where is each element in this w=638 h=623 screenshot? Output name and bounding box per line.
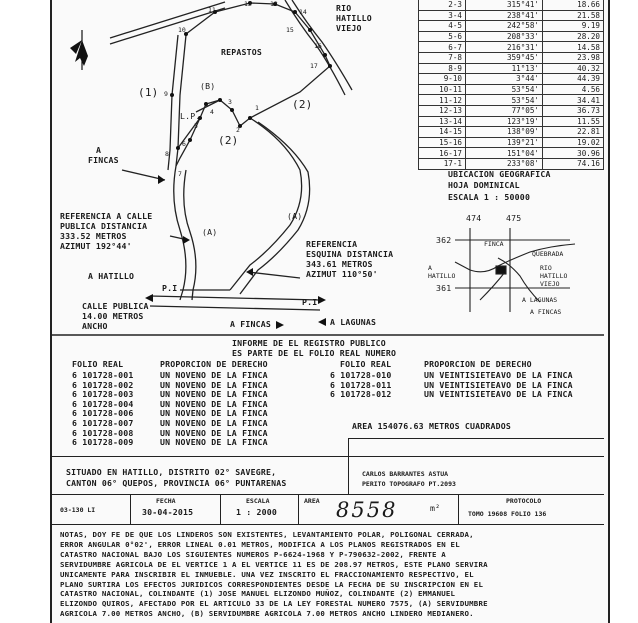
coord-azimuth: 139°21' — [466, 137, 543, 148]
situado-line-1: SITUADO EN HATILLO, DISTRITO 02° SAVEGRE, — [66, 467, 277, 477]
location-x2: 475 — [506, 213, 522, 223]
registry-folio: 6 101728-006 — [72, 408, 134, 419]
registry-folio: 6 101728-002 — [72, 379, 134, 390]
coord-segment: 7-8 — [419, 52, 466, 63]
note-line: SERVIDUMBRE AGRICOLA DE EL VERTICE 1 A EL VERTICE 11 ES DE 208.97 METROS, ESTE PLANO SERVIRA — [60, 559, 488, 569]
coord-segment: 2-3 — [419, 0, 466, 10]
coord-distance: 28.20 — [543, 31, 604, 42]
registry-list-left — [72, 370, 268, 448]
vertex-1: 1 — [255, 104, 259, 112]
coord-row — [419, 63, 604, 74]
coord-azimuth: 11°13' — [466, 63, 543, 74]
registry-list-right — [330, 370, 573, 400]
registry-folio: 6 101728-004 — [72, 398, 134, 409]
coord-row — [419, 95, 604, 106]
registry-proportion: UN VEINTISIETEAVO DE LA FINCA — [424, 389, 573, 400]
tb-fecha-label: FECHA — [156, 497, 176, 505]
location-finca: FINCA — [484, 240, 504, 248]
vertex-6: 6 — [182, 140, 186, 148]
coord-row — [419, 105, 604, 116]
registry-proportion: UN NOVENO DE LA FINCA — [160, 437, 268, 448]
registry-proportion: UN NOVENO DE LA FINCA — [160, 398, 268, 409]
coord-segment: 13-14 — [419, 116, 466, 127]
registry-folio: 6 101728-009 — [72, 437, 134, 448]
ref-esquina-1: REFERENCIA — [306, 239, 358, 249]
location-a-fincas: A FINCAS — [530, 308, 562, 316]
registry-proportion: UN NOVENO DE LA FINCA — [160, 370, 268, 380]
servidumbre-b-label: (B) — [200, 81, 216, 91]
coord-distance: 23.98 — [543, 52, 604, 63]
location-quebrada: QUEBRADA — [532, 250, 564, 258]
ref-esquina-2: ESQUINA DISTANCIA — [306, 249, 394, 259]
coord-distance: 19.02 — [543, 137, 604, 148]
a-fincas-top-1: A — [96, 145, 102, 155]
note-line: NOTAS, DOY FE DE QUE LOS LINDEROS SON EXISTENTES, LEVANTAMIENTO POLAR, POLIGONAL CERRADA, — [60, 530, 474, 539]
registry-entry — [72, 437, 268, 448]
vertex-4: 4 — [210, 108, 214, 116]
coord-segment: 9-10 — [419, 74, 466, 85]
ref-calle-4: AZIMUT 192°44' — [60, 241, 132, 251]
coord-row — [419, 158, 604, 169]
colindante-1-label: (1) — [138, 86, 159, 99]
coord-segment: 10-11 — [419, 84, 466, 95]
tb-protocolo-label: PROTOCOLO — [506, 497, 542, 505]
rio-label-1: RIO — [336, 3, 352, 13]
coord-azimuth: 216°31' — [466, 42, 543, 53]
coord-row — [419, 74, 604, 85]
coord-segment: 17-1 — [419, 158, 466, 169]
note-line: CATASTRO NACIONAL BAJO LOS SIGUIENTES NUMEROS P-6624-1968 Y P-790632-2002, FRENTE A — [60, 549, 446, 559]
location-a-lagunas: A LAGUNAS — [522, 296, 558, 304]
vertex-9: 9 — [164, 90, 168, 98]
location-y1: 362 — [436, 235, 452, 245]
tb-area-unit: m² — [430, 503, 441, 513]
registry-folio: 6 101728-001 — [72, 370, 134, 380]
servidumbre-a-label-right: (A) — [287, 211, 303, 221]
vertex-11: 11 — [208, 6, 216, 14]
location-a-hatillo-1: A — [428, 264, 432, 272]
registry-proportion: UN NOVENO DE LA FINCA — [160, 408, 268, 419]
coord-segment: 15-16 — [419, 137, 466, 148]
coord-row — [419, 116, 604, 127]
lp-label: L.P. — [180, 111, 201, 121]
coord-segment: 14-15 — [419, 127, 466, 138]
vertex-3: 3 — [228, 98, 232, 106]
surveyor-title: PERITO TOPOGRAFO PT.2093 — [362, 480, 456, 488]
coord-azimuth: 233°08' — [466, 158, 543, 169]
coord-segment: 16-17 — [419, 148, 466, 159]
coord-row — [419, 31, 604, 42]
tb-area-label: AREA — [304, 497, 320, 505]
coord-azimuth: 359°45' — [466, 52, 543, 63]
vertex-2: 2 — [236, 126, 240, 134]
coord-distance: 11.55 — [543, 116, 604, 127]
vertex-13: 13 — [270, 0, 278, 8]
registry-title-2: ES PARTE DE EL FOLIO REAL NUMERO — [232, 348, 397, 358]
pi-left-label: P.I — [162, 283, 178, 293]
coord-row — [419, 21, 604, 32]
coord-segment: 11-12 — [419, 95, 466, 106]
coord-segment: 6-7 — [419, 42, 466, 53]
vertex-14: 14 — [299, 8, 307, 16]
coord-azimuth: 53°54' — [466, 95, 543, 106]
coord-azimuth: 77°05' — [466, 105, 543, 116]
registry-entry — [330, 389, 573, 400]
servidumbre-a-label-left: (A) — [202, 227, 218, 237]
registry-col-folio-right: FOLIO REAL — [340, 359, 392, 369]
coord-azimuth: 242°58' — [466, 21, 543, 32]
coordinate-table — [418, 0, 604, 170]
registry-col-prop-right: PROPORCION DE DERECHO — [424, 359, 532, 369]
registry-proportion: UN NOVENO DE LA FINCA — [160, 417, 268, 428]
note-line: CATASTRO NACIONAL, COLINDANTE (1) JOSE MANUEL ELIZONDO MUÑOZ, COLINDANTE (2) EMMANUEL — [60, 589, 456, 599]
registry-proportion: UN VEINTISIETEAVO DE LA FINCA — [424, 379, 573, 390]
vertex-5: 5 — [194, 122, 198, 130]
location-rio-3: VIEJO — [540, 280, 560, 288]
registry-folio: 6 101728-010 — [330, 370, 392, 380]
ref-calle-1: REFERENCIA A CALLE — [60, 211, 153, 221]
vertex-12: 12 — [244, 0, 252, 8]
note-line: AGRICOLA 7.00 METROS ANCHO, (B) SERVIDUMBRE AGRICOLA 7.00 METROS ANCHO LINDERO MEDIANERO. — [60, 609, 474, 619]
vertex-17: 17 — [310, 62, 318, 70]
vertex-15: 15 — [286, 26, 294, 34]
tb-code: 03-130 LI — [60, 506, 96, 514]
vertex-16: 16 — [314, 42, 322, 50]
coord-azimuth: 208°33' — [466, 31, 543, 42]
location-title: UBICACION GEOGRAFICA — [448, 169, 551, 179]
coord-distance: 18.66 — [543, 0, 604, 10]
coord-row — [419, 84, 604, 95]
coord-azimuth: 238°41' — [466, 10, 543, 21]
vertex-8: 8 — [165, 150, 169, 158]
coord-row — [419, 42, 604, 53]
coord-distance: 74.16 — [543, 158, 604, 169]
situado-line-2: CANTON 06° QUEPOS, PROVINCIA 06° PUNTARENAS — [66, 478, 287, 488]
colindante-2-label-right: (2) — [292, 98, 313, 111]
registry-col-folio-left: FOLIO REAL — [72, 359, 124, 369]
coord-distance: 34.41 — [543, 95, 604, 106]
coord-distance: 44.39 — [543, 74, 604, 85]
pi-right-label: P.I — [302, 297, 318, 307]
coord-distance: 40.32 — [543, 63, 604, 74]
notes-block — [60, 530, 488, 619]
location-sheet: HOJA DOMINICAL — [448, 180, 520, 190]
coord-row — [419, 52, 604, 63]
registry-col-prop-left: PROPORCION DE DERECHO — [160, 359, 268, 369]
registry-folio: 6 101728-007 — [72, 417, 134, 428]
tb-escala-label: ESCALA — [246, 497, 270, 505]
calle-publica-3: ANCHO — [82, 321, 108, 331]
registry-area: AREA 154076.63 METROS CUADRADOS — [352, 421, 512, 431]
rio-label-3: VIEJO — [336, 23, 362, 33]
calle-publica-1: CALLE PUBLICA — [82, 301, 149, 311]
coord-row — [419, 148, 604, 159]
note-line: ELIZONDO QUIROS, AFECTADO POR EL ARTICULO 33 DE LA LEY FORESTAL NUMERO 7575, (A) SERVIDUMBRE — [60, 599, 488, 609]
note-line: UNICAMENTE PARA INSCRIBIR EL INMUEBLE. UNA VEZ INSCRITO EL FRACCIONAMIENTO RESPECTIVO, EL — [60, 569, 474, 579]
registry-proportion: UN NOVENO DE LA FINCA — [160, 427, 268, 438]
registry-proportion: UN NOVENO DE LA FINCA — [160, 389, 268, 400]
coord-distance: 21.58 — [543, 10, 604, 21]
surveyor-name: CARLOS BARRANTES ASTUA — [362, 470, 449, 478]
coord-row — [419, 10, 604, 21]
registry-folio: 6 101728-008 — [72, 427, 134, 438]
coord-distance: 30.96 — [543, 148, 604, 159]
location-y2: 361 — [436, 283, 452, 293]
rio-label-2: HATILLO — [336, 13, 372, 23]
coord-row — [419, 137, 604, 148]
coord-azimuth: 151°04' — [466, 148, 543, 159]
coord-segment: 5-6 — [419, 31, 466, 42]
location-scale: ESCALA 1 : 50000 — [448, 192, 531, 202]
coord-segment: 4-5 — [419, 21, 466, 32]
ref-esquina-4: AZIMUT 110°50' — [306, 269, 378, 279]
coord-distance: 14.58 — [543, 42, 604, 53]
location-rio-2: HATILLO — [540, 272, 568, 280]
coord-azimuth: 123°19' — [466, 116, 543, 127]
coord-row — [419, 0, 604, 10]
location-rio-1: RIO — [540, 264, 552, 272]
registry-proportion: UN VEINTISIETEAVO DE LA FINCA — [424, 370, 573, 380]
coord-segment: 8-9 — [419, 63, 466, 74]
coord-azimuth: 3°44' — [466, 74, 543, 85]
vertex-10: 10 — [178, 26, 186, 34]
a-lagunas-label: A LAGUNAS — [330, 317, 377, 327]
coord-azimuth: 315°41' — [466, 0, 543, 10]
registry-title-1: INFORME DE EL REGISTRO PUBLICO — [232, 338, 386, 348]
location-x1: 474 — [466, 213, 482, 223]
a-hatillo-label: A HATILLO — [88, 271, 135, 281]
calle-publica-2: 14.00 METROS — [82, 311, 144, 321]
note-line: PLANO SURTIRA LOS EFECTOS JURIDICOS CORRESPONDIENTES DESDE LA FECHA DE SU INSCRIPCION EN EL — [60, 579, 484, 589]
a-fincas-bottom-label: A FINCAS — [230, 319, 272, 329]
repastos-label: REPASTOS — [221, 47, 263, 57]
a-fincas-top-2: FINCAS — [88, 155, 119, 165]
north-arrow-icon — [70, 30, 88, 70]
coord-azimuth: 138°09' — [466, 127, 543, 138]
note-line: ERROR ANGULAR 0°02', ERROR LINEAL 0.01 METROS, MODIFICA A LOS PLANOS REGISTRADOS EN EL — [60, 539, 460, 549]
coord-distance: 22.81 — [543, 127, 604, 138]
tb-area: 8558 — [336, 498, 398, 522]
registry-folio: 6 101728-003 — [72, 389, 134, 400]
ref-calle-3: 333.52 METROS — [60, 231, 127, 241]
tb-protocolo: TOMO 19608 FOLIO 136 — [468, 510, 547, 518]
registry-folio: 6 101728-011 — [330, 379, 392, 390]
registry-proportion: UN NOVENO DE LA FINCA — [160, 379, 268, 390]
tb-fecha: 30-04-2015 — [142, 507, 194, 517]
registry-folio: 6 101728-012 — [330, 389, 392, 400]
coord-distance: 9.19 — [543, 21, 604, 32]
colindante-2-label-center: (2) — [218, 134, 239, 147]
tb-escala: 1 : 2000 — [236, 507, 278, 517]
coord-azimuth: 53°54' — [466, 84, 543, 95]
coord-distance: 4.56 — [543, 84, 604, 95]
coord-segment: 3-4 — [419, 10, 466, 21]
ref-calle-2: PUBLICA DISTANCIA — [60, 221, 148, 231]
coord-distance: 36.73 — [543, 105, 604, 116]
coord-row — [419, 127, 604, 138]
coord-segment: 12-13 — [419, 105, 466, 116]
vertex-7: 7 — [178, 170, 182, 178]
ref-esquina-3: 343.61 METROS — [306, 259, 373, 269]
location-a-hatillo-2: HATILLO — [428, 272, 456, 280]
